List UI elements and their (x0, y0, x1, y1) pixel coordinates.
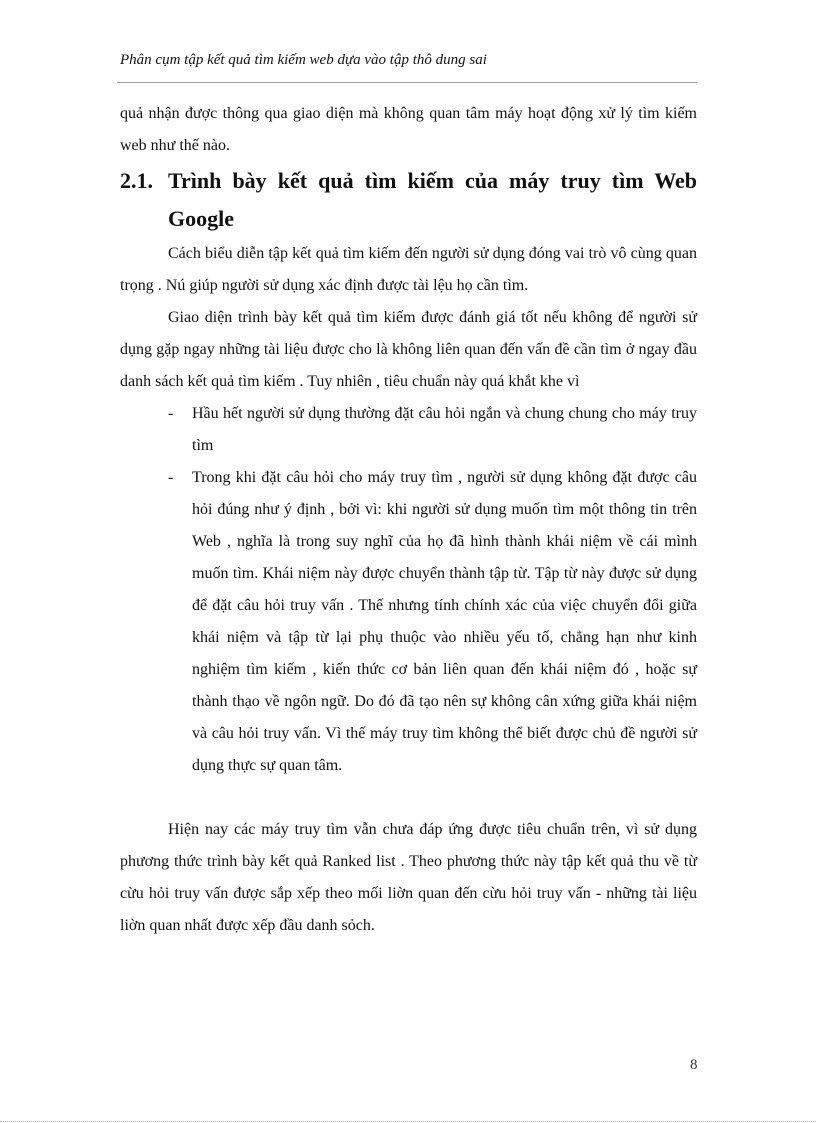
paragraph-2: Giao diện trình bày kết quả tìm kiếm được đánh giá tốt nếu không để người sử dụng gặp ngay những tài liệu được cho là không liên quan đến vấn đề cần tìm ở ngay đầu danh sách kết quả tìm kiếm . Tuy nhiên , tiêu chuẩn này quá khắt khe vì (120, 309, 697, 390)
bullet-dash: - (168, 469, 174, 486)
bullet-dash: - (168, 405, 174, 422)
paragraph-1: Cách biểu diễn tập kết quả tìm kiếm đến người sử dụng đóng vai trò vô cùng quan trọng . Nú giúp người sử dụng xác định được tài lệu họ cần tìm. (120, 245, 697, 294)
list-item-text: Hầu hết người sử dụng thường đặt câu hỏi ngắn và chung chung cho máy truy tìm (192, 405, 697, 454)
list-item-text: Trong khi đặt câu hỏi cho máy truy tìm , người sử dụng không đặt được câu hỏi đúng như ý định , bởi vì: khi người sử dụng muốn tìm một thông tin trên Web , nghĩa là trong suy nghĩ của họ đã hình thành khái niệm về cái mình muốn tìm. Khái niệm này được chuyển thành tập từ. Tập từ này được sử dụng để đặt câu hỏi truy vấn . Thế nhưng tính chính xác của việc chuyển đổi giữa khái niệm và tập từ lại phụ thuộc vào nhiều yếu tố, chẳng hạn như kinh nghiệm tìm kiếm , kiến thức cơ bản liên quan đến khái niệm đó , hoặc sự thành thạo về ngôn ngữ. Do đó đã tạo nên sự không cân xứng giữa khái niệm và câu hỏi truy vấn. Vì thế máy truy tìm không thể biết được chủ đề người sử dụng thực sự quan tâm. (192, 469, 697, 774)
list-item (160, 398, 697, 462)
header-divider (117, 82, 697, 83)
paragraph-3: Hiện nay các máy truy tìm vẫn chưa đáp ứng được tiêu chuẩn trên, vì sử dụng phương thức trình bày kết quả Ranked list . Theo phương thức này tập kết quả thu về từ cừu hỏi truy vấn được sắp xếp theo mối liờn quan đến cừu hỏi truy vấn - những tài liệu liờn quan nhất được xếp đầu danh sỏch. (120, 821, 697, 934)
section-title-part2: Google (168, 206, 234, 231)
running-header: Phân cụm tập kết quả tìm kiếm web dựa vào tập thô dung sai (120, 52, 487, 68)
section-heading-line1 (120, 162, 697, 200)
section-number: 2.1. (120, 168, 153, 193)
page-bottom-divider (0, 1121, 816, 1122)
intro-paragraph: quả nhận được thông qua giao diện mà không quan tâm máy hoạt động xử lý tìm kiếm web như thế nào. (120, 105, 697, 154)
list-item (160, 462, 697, 782)
bullet-list (160, 398, 697, 782)
section-title-part1: Trình bày kết quả tìm kiếm của máy truy tìm Web (168, 168, 697, 193)
section-heading (120, 162, 697, 238)
page-number: 8 (690, 1057, 698, 1073)
